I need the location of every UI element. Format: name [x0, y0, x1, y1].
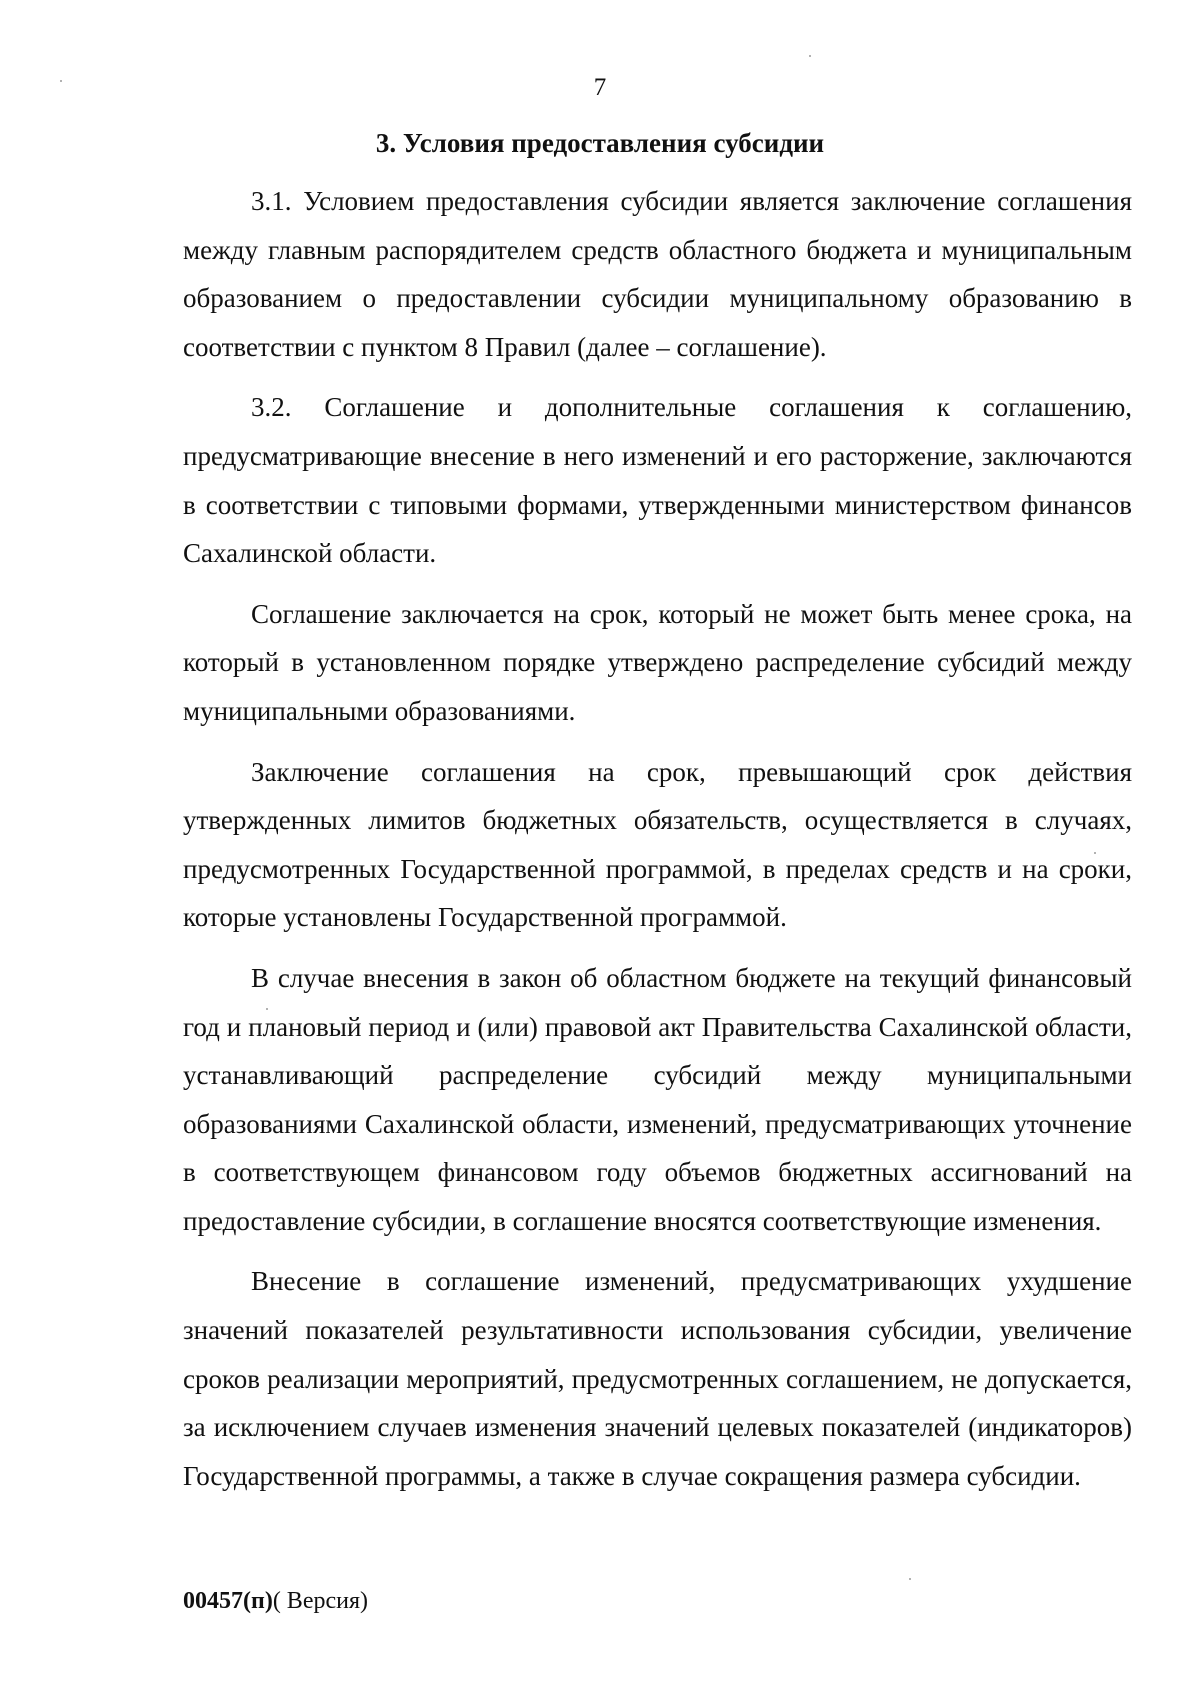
paragraph-extended-term: Заключение соглашения на срок, превышающий срок действия утвержденных лимитов бюджетных обязательств, осуществляется в случаях, предусмотренных Государственной программой, в пределах средств и на сроки, которые установлены Государственной программой.: [183, 756, 1132, 933]
paragraph-worsening-prohibited: Внесение в соглашение изменений, предусматривающих ухудшение значений показателей результативности использования субсидии, увеличение сроков реализации мероприятий, предусмотренных соглашением, не допускается, за исключением случаев изменения значений целевых показателей (индикаторов) Государственной программы, а также в случае сокращения размера субсидии.: [183, 1266, 1132, 1491]
document-footer: [183, 1588, 368, 1615]
page-number: 7: [593, 74, 607, 101]
document-version: ( Версия): [272, 1588, 368, 1614]
scan-speck: [909, 1578, 911, 1580]
paragraph-agreement-term: Соглашение заключается на срок, который не может быть менее срока, на который в установленном порядке утверждено распределение субсидий между муниципальными образованиями.: [183, 598, 1132, 726]
paragraph-budget-changes: В случае внесения в закон об областном бюджете на текущий финансовый год и плановый период и (или) правовой акт Правительства Сахалинской области, устанавливающий распределение субсидий между муниципальными образованиями Сахалинской области, изменений, предусматривающих уточнение в соответствующем финансовом году объемов бюджетных ассигнований на предоставление субсидии, в соглашение вносятся соответствующие изменения.: [183, 962, 1132, 1236]
paragraph-3-2: 3.2. Соглашение и дополнительные соглашения к соглашению, предусматривающие внесение в него изменений и его расторжение, заключаются в соответствии с типовыми формами, утвержденными министерством финансов Сахалинской области.: [183, 392, 1132, 569]
scan-speck: [60, 80, 62, 82]
scan-speck: [809, 55, 811, 57]
document-body: [183, 177, 1132, 1512]
paragraph-3-1: 3.1. Условием предоставления субсидии является заключение соглашения между главным распорядителем средств областного бюджета и муниципальным образованием о предоставлении субсидии муниципальному образованию в соответствии с пунктом 8 Правил (далее – соглашение).: [183, 186, 1132, 362]
document-code: 00457(п): [183, 1588, 273, 1614]
scan-speck: [1094, 852, 1096, 854]
scan-speck: [266, 1008, 268, 1010]
section-title: 3. Условия предоставления субсидии: [375, 128, 825, 158]
